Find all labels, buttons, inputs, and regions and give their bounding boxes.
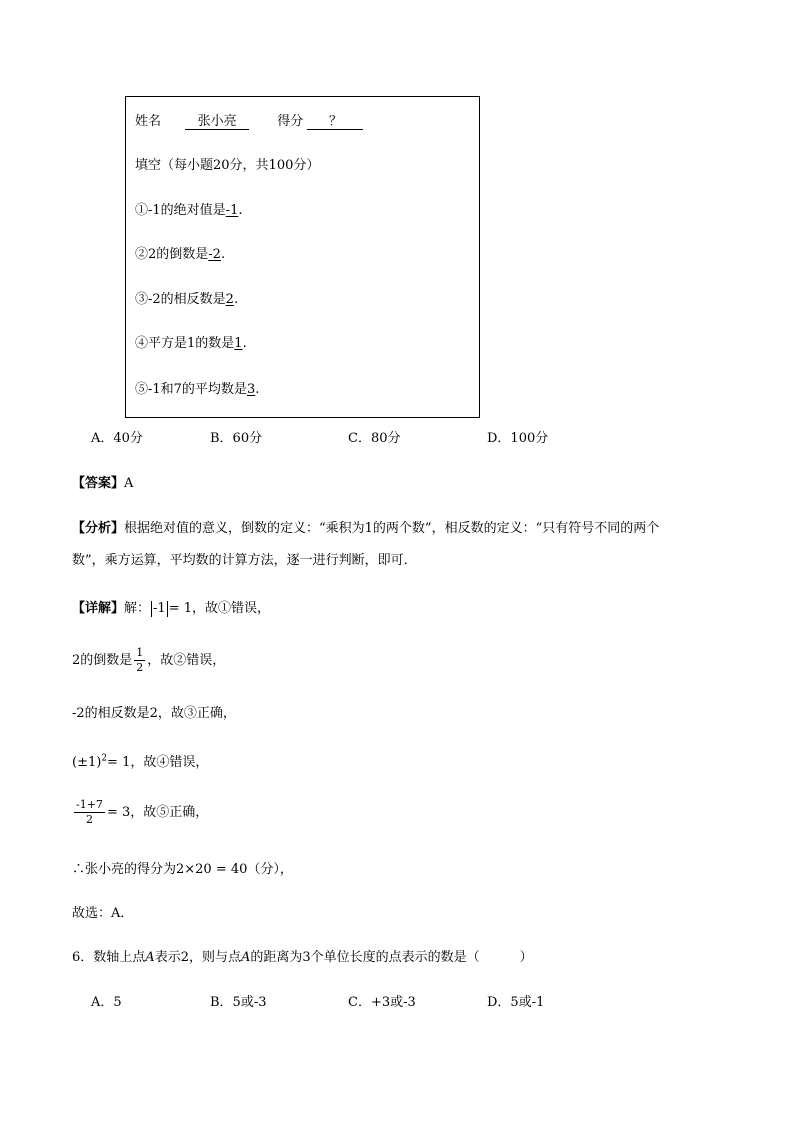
- item-answer: -2: [208, 247, 221, 262]
- detail-line-5: [72, 798, 208, 827]
- fraction-denominator: 2: [85, 813, 93, 826]
- instruction: 填空（每小题20分，共100分）: [135, 158, 320, 173]
- detail-text: = 1，故①错误，: [168, 601, 270, 616]
- item-text: ②2的倒数是: [135, 247, 209, 262]
- option-a: A．40分: [91, 431, 143, 446]
- name-label: 姓名: [135, 114, 162, 129]
- fraction-numerator: 1: [136, 646, 144, 659]
- quiz-item-3: [135, 288, 238, 307]
- item-text: ③-2的相反数是: [135, 292, 226, 307]
- item-suffix: .: [220, 247, 226, 262]
- q6-option-c: C．+3或-3: [348, 995, 416, 1010]
- answer-value: A: [124, 476, 134, 491]
- question-text: ）: [519, 950, 533, 965]
- item-suffix: .: [238, 203, 243, 218]
- abs-value: -1: [153, 601, 166, 616]
- item-text: ④平方是1的数是: [135, 336, 235, 351]
- question-number: 6．: [72, 950, 94, 965]
- q6-option-b: B．5或-3: [210, 995, 267, 1010]
- quiz-item-4: [135, 332, 247, 351]
- detail-text: = 1，故④错误，: [107, 755, 209, 770]
- detail-line-4: [72, 751, 208, 770]
- item-answer: 1: [234, 336, 243, 351]
- power-base: (±1): [72, 755, 102, 770]
- option-b: B．60分: [210, 431, 263, 446]
- score-value: ？: [307, 114, 363, 130]
- item-text: ⑤-1和7的平均数是: [135, 382, 247, 397]
- item-suffix: .: [255, 382, 260, 397]
- item-answer: 2: [225, 292, 234, 307]
- question-6: [72, 946, 533, 965]
- detail-line-7: 故选：A．: [72, 906, 134, 921]
- detail-line-1: [72, 597, 270, 617]
- fraction-denominator: 2: [136, 661, 144, 674]
- score-label: 得分: [277, 114, 304, 129]
- name-value: 张小亮: [185, 114, 249, 130]
- item-answer: 3: [246, 382, 256, 397]
- detail-line-3: -2的相反数是2，故③正确，: [72, 706, 236, 721]
- detail-text: 2的倒数是: [72, 653, 133, 668]
- analysis-label: 【分析】: [72, 521, 125, 536]
- fraction: [134, 646, 145, 675]
- detail-text: = 3，故⑤正确，: [106, 805, 209, 820]
- variable: A: [145, 950, 155, 965]
- detail-line-2: [72, 646, 225, 675]
- detail-text: ，故②错误，: [147, 653, 226, 668]
- question-text: 数轴上点: [93, 950, 146, 965]
- item-suffix: .: [233, 292, 239, 307]
- detail-label: 【详解】: [72, 601, 125, 616]
- analysis-line-1: [72, 517, 659, 536]
- q6-option-a: A．5: [91, 995, 122, 1010]
- fraction: [74, 798, 105, 827]
- question-text: 表示2，则与点: [154, 950, 241, 965]
- abs-bar-left: [151, 601, 152, 617]
- quiz-item-1: [135, 199, 242, 218]
- variable: A: [240, 950, 251, 965]
- quiz-item-5: [135, 378, 259, 397]
- item-text: ①-1的绝对值是: [135, 203, 226, 218]
- power-exponent: 2: [101, 753, 108, 764]
- answer-label: 【答案】: [72, 476, 125, 491]
- fraction-numerator: -1+7: [76, 798, 103, 811]
- option-c: C．80分: [348, 431, 401, 446]
- q6-option-d: D．5或-1: [487, 995, 545, 1010]
- item-answer: -1: [225, 203, 239, 218]
- question-text: 的距离为3个单位长度的点表示的数是（: [250, 950, 480, 965]
- item-suffix: .: [242, 336, 247, 351]
- option-d: D．100分: [487, 431, 549, 446]
- quiz-item-2: [135, 243, 225, 262]
- detail-line-6: ∴张小亮的得分为2×20 = 40（分），: [72, 862, 293, 877]
- name-row: [135, 110, 363, 130]
- analysis-text-1: 根据绝对值的意义，倒数的定义：“乘积为1的两个数”，相反数的定义：“只有符号不同的两个: [124, 521, 660, 536]
- answer-line: [72, 472, 133, 491]
- abs-bar-right: [167, 601, 168, 617]
- analysis-line-2: 数”，乘方运算，平均数的计算方法，逐一进行判断，即可．: [72, 553, 417, 568]
- detail-text: 解：: [124, 601, 151, 616]
